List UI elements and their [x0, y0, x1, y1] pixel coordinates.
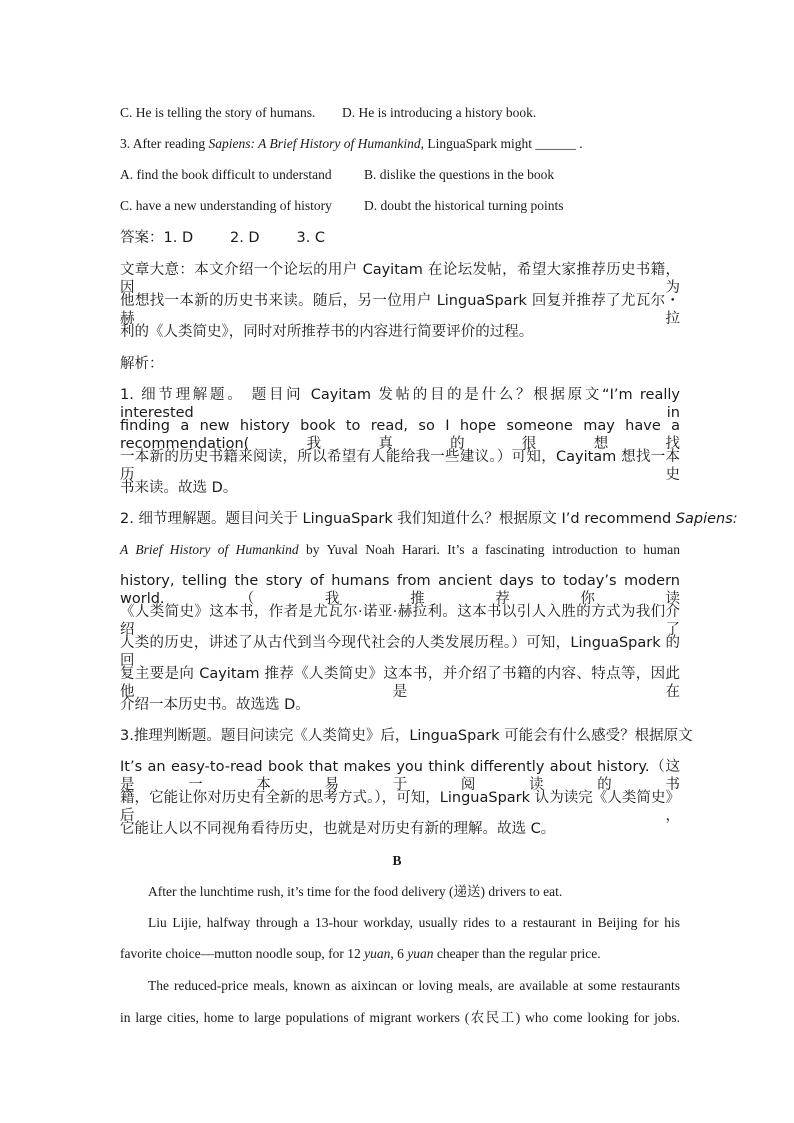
analysis-2-text: 2. 细节理解题。题目问关于 LinguaSpark 我们知道什么？根据原文 I’d recommend	[120, 511, 676, 527]
passage-b-paragraph-2-line-1: Liu Lijie, halfway through a 13-hour workday, usually rides to a restaurant in Beijing for his	[148, 915, 680, 930]
summary-line-2: 他想找一本新的历史书来读。随后，另一位用户 LinguaSpark 回复并推荐了尤瓦尔・赫拉	[120, 293, 680, 327]
analysis-2-line-4: 《人类简史》这本书，作者是尤瓦尔·诺亚·赫拉利。这本书以引人入胜的方式为我们介绍了	[120, 604, 680, 638]
option-b: B. dislike the questions in the book	[364, 167, 555, 182]
passage-text: cheaper than the regular price.	[433, 946, 601, 961]
summary-line-1: 文章大意：本文介绍一个论坛的用户 Cayitam 在论坛发帖，希望大家推荐历史书籍，因为	[120, 262, 680, 296]
analysis-2-line-5: 人类的历史，讲述了从古代到当今现代社会的人类发展历程。）可知，LinguaSpark 的回	[120, 635, 680, 669]
analysis-2-line-6: 复主要是向 Cayitam 推荐《人类简史》这本书，并介绍了书籍的内容、特点等，因此他是在	[120, 666, 680, 700]
analysis-3-line-2: It’s an easy-to-read book that makes you think differently about history.（这是一本易于阅读的书	[120, 759, 680, 793]
option-d: D. He is introducing a history book.	[342, 105, 537, 120]
passage-b-paragraph-3-line-1: The reduced-price meals, known as aixincan or loving meals, are available at some restaurants	[148, 978, 680, 993]
question-3	[120, 135, 680, 153]
analysis-2-line-3: history, telling the story of humans from ancient days to today’s modern world. （我推荐你读	[120, 573, 680, 607]
option-a: A. find the book difficult to understand	[120, 167, 332, 182]
option-d: D. doubt the historical turning points	[364, 198, 564, 213]
book-title: Sapiens: A Brief History of Humankind	[208, 136, 421, 151]
analysis-3-line-3: 籍，它能让你对历史有全新的思考方式。），可知，LinguaSpark 认为读完《人类简史》后，	[120, 790, 680, 824]
currency-word: yuan	[364, 946, 391, 961]
answer-key: 答案：1. D 2. D 3. C	[120, 230, 326, 246]
option-row-cd-q3	[120, 197, 680, 215]
analysis-1-line-1: 1. 细节理解题。 题目问 Cayitam 发帖的目的是什么？根据原文“I’m really interested in	[120, 387, 680, 421]
summary-line-3: 利的《人类简史》，同时对所推荐书的内容进行简要评价的过程。	[120, 324, 534, 340]
option-c: C. He is telling the story of humans.	[120, 105, 316, 120]
option-row-cd-q2	[120, 104, 680, 122]
passage-text: favorite choice—mutton noodle soup, for 12	[120, 946, 365, 961]
analysis-2-line-1	[120, 510, 738, 528]
question-3-prefix: 3. After reading	[120, 136, 209, 151]
option-c: C. have a new understanding of history	[120, 198, 332, 213]
passage-b-paragraph-2-line-2	[120, 945, 680, 963]
question-3-suffix: , LinguaSpark might ______ .	[420, 136, 583, 151]
analysis-2-line-2	[120, 541, 680, 559]
analysis-2-line-7: 介绍一本历史书。故选选 D。	[120, 697, 310, 713]
analysis-3-line-1: 3.推理判断题。题目问读完《人类简史》后，LinguaSpark 可能会有什么感受？根据原文	[120, 728, 693, 744]
analysis-heading: 解析：	[120, 356, 164, 372]
passage-b-paragraph-3-line-2: in large cities, home to large populations of migrant workers (农民工) who come looking for jobs.	[120, 1010, 680, 1025]
passage-text: , 6	[390, 946, 408, 961]
section-heading-b: B	[392, 853, 402, 868]
analysis-3-line-4: 它能让人以不同视角看待历史，也就是对历史有新的理解。故选 C。	[120, 821, 556, 837]
analysis-2-text: by Yuval Noah Harari. It’s a fascinating introduction to human	[298, 542, 680, 557]
book-title: A Brief History of Humankind	[120, 542, 299, 557]
analysis-1-line-4: 书来读。故选 D。	[120, 480, 238, 496]
analysis-1-line-3: 一本新的历史书籍来阅读，所以希望有人能给我一些建议。）可知，Cayitam 想找一本历史	[120, 449, 680, 483]
book-title: Sapiens:	[675, 511, 738, 527]
option-row-ab-q3	[120, 166, 680, 184]
currency-word: yuan	[407, 946, 434, 961]
passage-b-paragraph-1: After the lunchtime rush, it’s time for the food delivery (递送) drivers to eat.	[148, 884, 563, 899]
analysis-1-line-2: finding a new history book to read, so I hope someone may have a recommendation(我真的很想找	[120, 418, 680, 452]
